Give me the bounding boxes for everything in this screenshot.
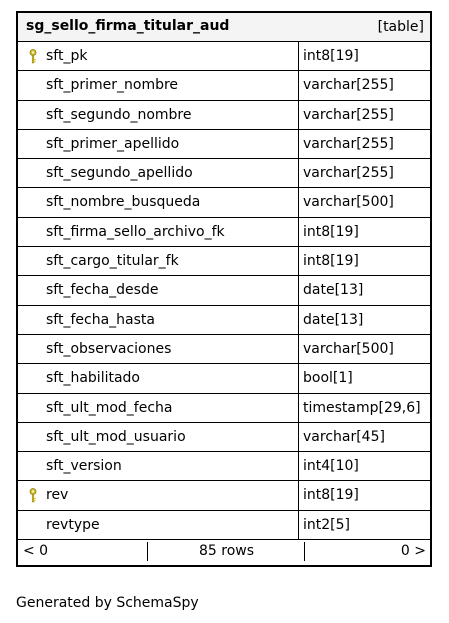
column-name: sft_firma_sello_archivo_fk: [46, 223, 225, 240]
column-type: varchar[255]: [303, 106, 394, 123]
table-row[interactable]: [18, 335, 430, 364]
column-type: date[13]: [303, 311, 364, 328]
generated-by-credit: Generated by SchemaSpy: [16, 595, 199, 611]
column-name: sft_segundo_apellido: [46, 165, 193, 182]
column-name-cell: [18, 42, 299, 70]
prev-count: < 0: [23, 543, 49, 560]
column-name: sft_habilitado: [46, 370, 140, 387]
column-type: int4[10]: [303, 458, 359, 475]
table-row[interactable]: [18, 42, 430, 71]
column-name-cell: [18, 218, 299, 246]
column-type: int2[5]: [303, 516, 350, 533]
column-type: date[13]: [303, 282, 364, 299]
column-type: int8[19]: [303, 253, 359, 270]
row-count: 85 rows: [198, 543, 255, 560]
column-name-cell: [18, 511, 299, 539]
table-row[interactable]: [18, 130, 430, 159]
table-row[interactable]: [18, 481, 430, 510]
column-name-cell: [18, 394, 299, 422]
table-row[interactable]: [18, 511, 430, 540]
column-name-cell: [18, 452, 299, 480]
footer-divider: [304, 542, 305, 561]
column-list: [18, 42, 430, 540]
column-name-cell: [18, 306, 299, 334]
column-name: sft_nombre_busqueda: [46, 194, 201, 211]
column-name: sft_primer_nombre: [46, 77, 179, 94]
column-name: sft_fecha_desde: [46, 282, 159, 299]
column-name: sft_segundo_nombre: [46, 106, 192, 123]
column-name: sft_ult_mod_usuario: [46, 428, 186, 445]
table-row[interactable]: [18, 188, 430, 217]
column-name-cell: [18, 335, 299, 363]
column-name: sft_observaciones: [46, 340, 172, 357]
column-name-cell: [18, 247, 299, 275]
column-name: sft_primer_apellido: [46, 135, 180, 152]
column-name: sft_cargo_titular_fk: [46, 253, 179, 270]
column-type: varchar[45]: [303, 428, 385, 445]
column-type: varchar[255]: [303, 77, 394, 94]
table-row[interactable]: [18, 247, 430, 276]
column-name-cell: [18, 364, 299, 392]
table-row[interactable]: [18, 423, 430, 452]
column-name-cell: [18, 159, 299, 187]
column-name: sft_ult_mod_fecha: [46, 399, 173, 416]
column-type: varchar[255]: [303, 135, 394, 152]
key-icon: [28, 49, 38, 64]
column-name: sft_pk: [46, 48, 88, 64]
table-node[interactable]: [16, 11, 432, 567]
table-footer: [18, 540, 430, 564]
column-type: varchar[255]: [303, 165, 394, 182]
table-name: sg_sello_firma_titular_aud: [26, 18, 230, 34]
column-type: int8[19]: [303, 487, 359, 504]
column-name-cell: [18, 481, 299, 509]
table-header: [18, 13, 430, 42]
table-row[interactable]: [18, 101, 430, 130]
next-count: 0 >: [400, 543, 426, 560]
column-type: varchar[500]: [303, 340, 394, 357]
table-row[interactable]: [18, 159, 430, 188]
column-type: timestamp[29,6]: [303, 399, 421, 416]
table-type-label: [table]: [377, 19, 424, 35]
column-name-cell: [18, 71, 299, 99]
table-row[interactable]: [18, 276, 430, 305]
table-row[interactable]: [18, 364, 430, 393]
key-icon: [28, 488, 38, 503]
table-row[interactable]: [18, 452, 430, 481]
column-name-cell: [18, 276, 299, 304]
column-name-cell: [18, 130, 299, 158]
column-name: rev: [46, 487, 69, 504]
column-name-cell: [18, 188, 299, 216]
table-row[interactable]: [18, 218, 430, 247]
table-row[interactable]: [18, 394, 430, 423]
table-row[interactable]: [18, 71, 430, 100]
column-type: bool[1]: [303, 370, 353, 387]
column-name: revtype: [46, 516, 100, 533]
column-name-cell: [18, 101, 299, 129]
column-name: sft_fecha_hasta: [46, 311, 155, 328]
table-row[interactable]: [18, 306, 430, 335]
column-type: int8[19]: [303, 223, 359, 240]
column-type: int8[19]: [303, 48, 359, 64]
column-name: sft_version: [46, 458, 122, 475]
column-name-cell: [18, 423, 299, 451]
column-type: varchar[500]: [303, 194, 394, 211]
